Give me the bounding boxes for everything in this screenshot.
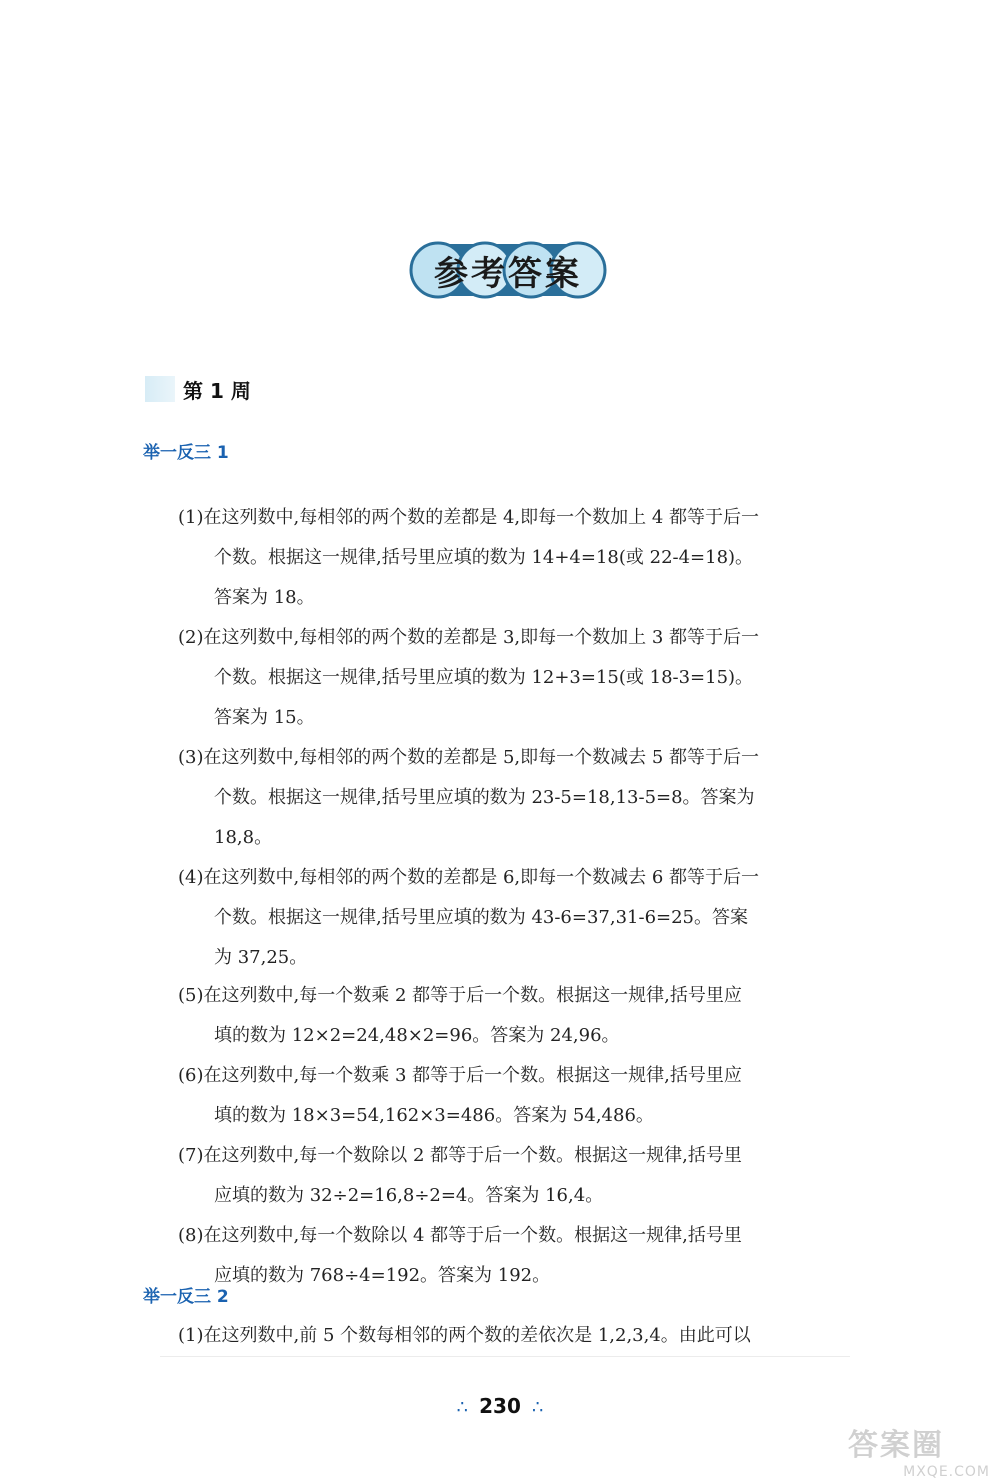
page-title: 参考答案 xyxy=(434,253,582,294)
section-heading-1: 举一反三 1 xyxy=(143,443,229,463)
answer-line: 18,8。 xyxy=(214,827,273,848)
answer-item-6 xyxy=(178,1056,878,1136)
answer-item-4 xyxy=(178,858,878,978)
week-heading xyxy=(145,374,251,404)
footer-dots-right: ∴ xyxy=(531,1397,544,1418)
title-badge xyxy=(408,238,608,302)
footer-dots-left: ∴ xyxy=(456,1397,469,1418)
answer-item-2-1 xyxy=(178,1316,878,1356)
answer-line: 填的数为 12×2=24,48×2=96。答案为 24,96。 xyxy=(214,1025,620,1046)
answer-item-5 xyxy=(178,976,878,1056)
section-heading-2: 举一反三 2 xyxy=(143,1287,229,1307)
answer-item-3 xyxy=(178,738,878,858)
answer-line: 答案为 15。 xyxy=(214,707,315,728)
answer-line: 个数。根据这一规律,括号里应填的数为 14+4=18(或 22-4=18)。 xyxy=(214,547,754,568)
answer-line: 应填的数为 768÷4=192。答案为 192。 xyxy=(214,1265,551,1286)
bottom-rule xyxy=(160,1356,850,1357)
answer-line: 个数。根据这一规律,括号里应填的数为 12+3=15(或 18-3=15)。 xyxy=(214,667,754,688)
page-number: 230 xyxy=(479,1394,521,1418)
answer-line: (2)在这列数中,每相邻的两个数的差都是 3,即每一个数加上 3 都等于后一 xyxy=(178,627,760,648)
answer-line: 为 37,25。 xyxy=(214,947,308,968)
answer-line: (5)在这列数中,每一个数乘 2 都等于后一个数。根据这一规律,括号里应 xyxy=(178,985,742,1006)
answer-line: 应填的数为 32÷2=16,8÷2=4。答案为 16,4。 xyxy=(214,1185,604,1206)
answer-line: 答案为 18。 xyxy=(214,587,315,608)
answer-line: (6)在这列数中,每一个数乘 3 都等于后一个数。根据这一规律,括号里应 xyxy=(178,1065,742,1086)
answer-item-8 xyxy=(178,1216,878,1296)
answer-line: (1)在这列数中,每相邻的两个数的差都是 4,即每一个数加上 4 都等于后一 xyxy=(178,507,760,528)
page-footer xyxy=(0,1394,1000,1418)
answer-line: (8)在这列数中,每一个数除以 4 都等于后一个数。根据这一规律,括号里 xyxy=(178,1225,742,1246)
answer-line: (1)在这列数中,前 5 个数每相邻的两个数的差依次是 1,2,3,4。由此可以 xyxy=(178,1325,751,1346)
answer-item-7 xyxy=(178,1136,878,1216)
answer-line: (7)在这列数中,每一个数除以 2 都等于后一个数。根据这一规律,括号里 xyxy=(178,1145,742,1166)
answer-line: 个数。根据这一规律,括号里应填的数为 43-6=37,31-6=25。答案 xyxy=(214,907,749,928)
week-marker xyxy=(145,376,175,402)
answer-line: (4)在这列数中,每相邻的两个数的差都是 6,即每一个数减去 6 都等于后一 xyxy=(178,867,760,888)
watermark-site: MXQE.COM xyxy=(903,1464,990,1480)
week-label: 第 1 周 xyxy=(183,378,251,403)
watermark-logo-text: 答案圈 xyxy=(848,1428,944,1463)
answer-item-1 xyxy=(178,498,878,618)
watermark-logo xyxy=(848,1420,998,1484)
answer-item-2 xyxy=(178,618,878,738)
answer-line: (3)在这列数中,每相邻的两个数的差都是 5,即每一个数减去 5 都等于后一 xyxy=(178,747,760,768)
answer-line: 个数。根据这一规律,括号里应填的数为 23-5=18,13-5=8。答案为 xyxy=(214,787,755,808)
answer-line: 填的数为 18×3=54,162×3=486。答案为 54,486。 xyxy=(214,1105,654,1126)
